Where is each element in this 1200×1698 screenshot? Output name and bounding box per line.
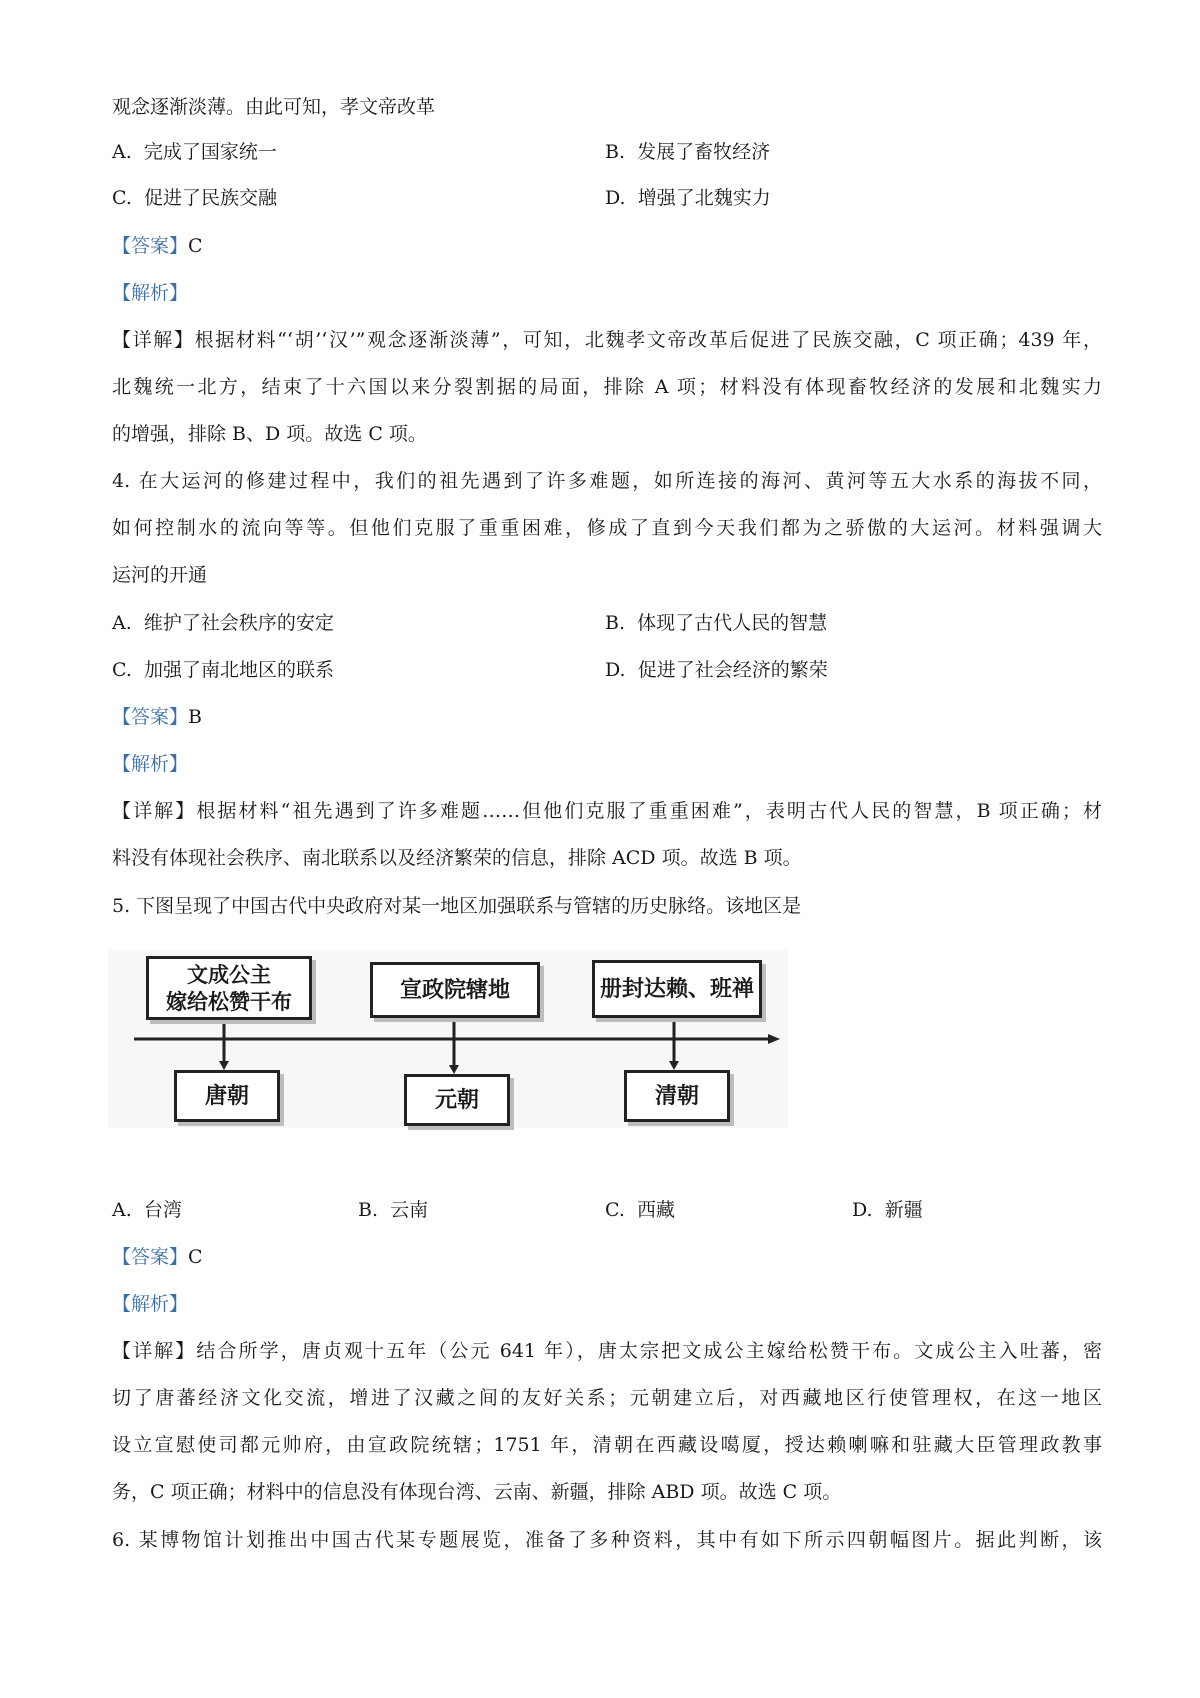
q5-option-d: D. 新疆 xyxy=(852,1199,923,1221)
q5-option-a: A. 台湾 xyxy=(112,1199,182,1221)
q5-analysis-label: 【解析】 xyxy=(112,1293,189,1315)
q3-option-d: D. 增强了北魏实力 xyxy=(605,187,771,209)
q4-stem-line-3: 运河的开通 xyxy=(112,564,208,586)
answer-label: 【答案】 xyxy=(112,706,189,728)
q3-stem-tail: 观念逐渐淡薄。由此可知，孝文帝改革 xyxy=(112,96,436,118)
dynasty-box-qing: 清朝 xyxy=(624,1070,730,1122)
q3-detail-line-1: 【详解】根据材料“‘胡’‘汉’”观念逐渐淡薄”，可知，北魏孝文帝改革后促进了民族交融，C 项正确；439 年， xyxy=(112,329,1102,351)
timeline-arrowhead xyxy=(768,1034,780,1044)
q3-analysis-label: 【解析】 xyxy=(112,282,189,304)
q4-option-b: B. 体现了古代人民的智慧 xyxy=(605,612,828,634)
q5-answer: 【答案】C xyxy=(112,1246,203,1268)
dynasty-box-tang: 唐朝 xyxy=(174,1070,280,1122)
q3-option-a: A. 完成了国家统一 xyxy=(112,141,277,163)
q5-detail-line-3: 设立宣慰使司都元帅府，由宣政院统辖；1751 年，清朝在西藏设噶厦，授达赖喇嘛和驻藏大臣管理政教事 xyxy=(112,1434,1102,1456)
q3-option-b: B. 发展了畜牧经济 xyxy=(605,141,771,163)
q4-detail-line-1: 【详解】根据材料“祖先遇到了许多难题……但他们克服了重重困难”，表明古代人民的智慧，B 项正确；材 xyxy=(112,800,1102,822)
detail-label: 【详解】 xyxy=(112,800,197,822)
q3-answer: 【答案】C xyxy=(112,235,203,257)
dynasty-box-yuan: 元朝 xyxy=(404,1074,510,1126)
q5-stem: 5. 下图呈现了中国古代中央政府对某一地区加强联系与管辖的历史脉络。该地区是 xyxy=(112,895,802,917)
q3-option-c: C. 促进了民族交融 xyxy=(112,187,278,209)
event-box-cefeng: 册封达赖、班禅 xyxy=(592,960,762,1018)
q4-analysis-label: 【解析】 xyxy=(112,753,189,775)
q4-stem-line-1: 4. 在大运河的修建过程中，我们的祖先遇到了许多难题，如所连接的海河、黄河等五大水系的海拔不同， xyxy=(112,470,1102,492)
q4-detail-line-2: 料没有体现社会秩序、南北联系以及经济繁荣的信息，排除 ACD 项。故选 B 项。 xyxy=(112,847,802,869)
answer-label: 【答案】 xyxy=(112,235,189,257)
timeline-diagram xyxy=(108,950,788,1128)
detail-label: 【详解】 xyxy=(112,1340,197,1362)
q5-option-b: B. 云南 xyxy=(358,1199,429,1221)
answer-label: 【答案】 xyxy=(112,1246,189,1268)
q4-option-c: C. 加强了南北地区的联系 xyxy=(112,659,335,681)
q4-option-a: A. 维护了社会秩序的安定 xyxy=(112,612,334,634)
event-box-xuanzheng: 宣政院辖地 xyxy=(370,962,540,1018)
detail-label: 【详解】 xyxy=(112,329,195,351)
connector-tang-down xyxy=(219,1061,229,1070)
q5-detail-line-2: 切了唐蕃经济文化交流，增进了汉藏之间的友好关系；元朝建立后，对西藏地区行使管理权，在这一地区 xyxy=(112,1387,1102,1409)
q4-answer: 【答案】B xyxy=(112,706,202,728)
q3-detail-line-2: 北魏统一北方，结束了十六国以来分裂割据的局面，排除 A 项；材料没有体现畜牧经济的发展和北魏实力 xyxy=(112,376,1102,398)
q6-stem-line-1: 6. 某博物馆计划推出中国古代某专题展览，准备了多种资料，其中有如下所示四朝幅图片。据此判断，该 xyxy=(112,1529,1102,1551)
q4-option-d: D. 促进了社会经济的繁荣 xyxy=(605,659,828,681)
event-box-wencheng: 文成公主 嫁给松赞干布 xyxy=(146,956,312,1020)
q5-detail-line-1: 【详解】结合所学，唐贞观十五年（公元 641 年），唐太宗把文成公主嫁给松赞干布。文成公主入吐蕃，密 xyxy=(112,1340,1102,1362)
q3-detail-line-3: 的增强，排除 B、D 项。故选 C 项。 xyxy=(112,423,427,445)
q5-option-c: C. 西藏 xyxy=(605,1199,676,1221)
q5-detail-line-4: 务，C 项正确；材料中的信息没有体现台湾、云南、新疆，排除 ABD 项。故选 C 项。 xyxy=(112,1481,842,1503)
q4-stem-line-2: 如何控制水的流向等等。但他们克服了重重困难，修成了直到今天我们都为之骄傲的大运河。材料强调大 xyxy=(112,517,1102,539)
connector-qing-down xyxy=(669,1061,679,1070)
connector-yuan-down xyxy=(449,1065,459,1074)
